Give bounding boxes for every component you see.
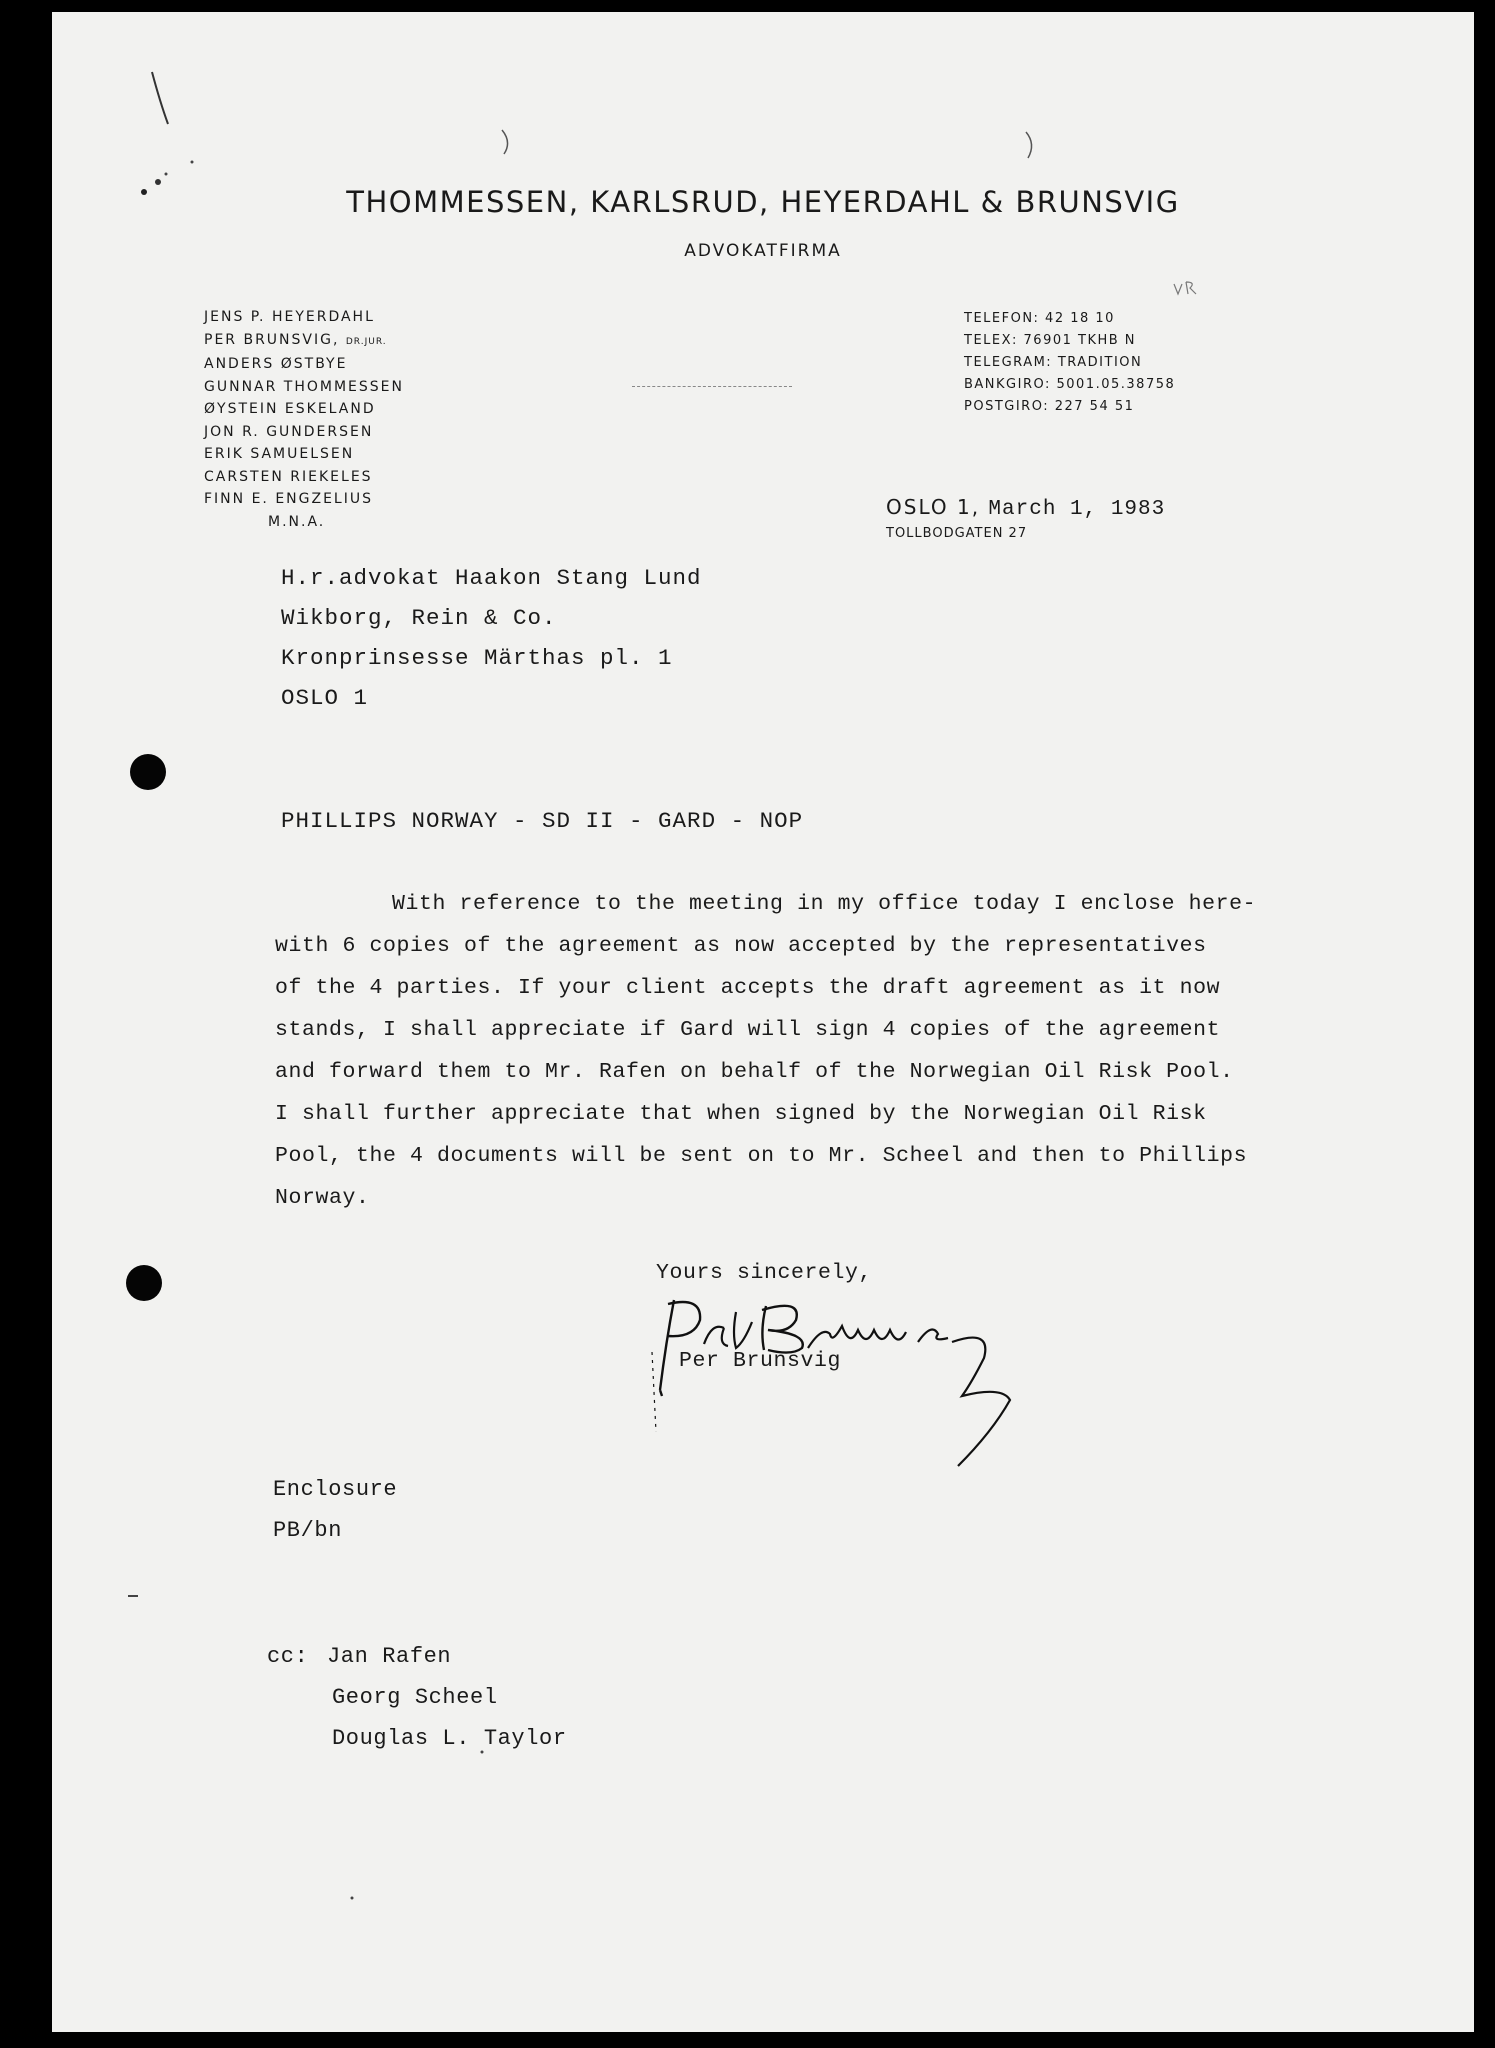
- partner-list: [204, 306, 404, 533]
- address-line: Wikborg, Rein & Co.: [281, 605, 557, 631]
- body-line: and forward them to Mr. Rafen on behalf of the Norwegian Oil Risk Pool.: [275, 1060, 1234, 1084]
- letter-page: [52, 12, 1474, 2032]
- date-city: OSLO 1,: [886, 495, 989, 519]
- partner-name: GUNNAR THOMMESSEN: [204, 378, 404, 395]
- partner-name: CARSTEN RIEKELES: [204, 468, 373, 485]
- partner-membership: M.N.A.: [268, 513, 326, 530]
- firm-name: THOMMESSEN, KARLSRUD, HEYERDAHL & BRUNSVIG: [346, 185, 1180, 219]
- letter-date: March 1, 1983: [988, 498, 1166, 521]
- partner-name: PER BRUNSVIG, DR.JUR.: [204, 331, 387, 348]
- partner-name: JON R. GUNDERSEN: [204, 423, 374, 440]
- partner-title: DR.JUR.: [345, 336, 387, 347]
- signer-name: Per Brunsvig: [679, 1349, 842, 1373]
- contact-line: BANKGIRO: 5001.05.38758: [964, 377, 1176, 392]
- contact-line: POSTGIRO: 227 54 51: [964, 399, 1135, 414]
- enclosure-block: [273, 1469, 397, 1551]
- firm-type: ADVOKATFIRMA: [684, 241, 842, 261]
- cc-label: cc:: [267, 1644, 309, 1669]
- cc-recipient: Douglas L. Taylor: [332, 1726, 567, 1751]
- body-line: of the 4 parties. If your client accepts the draft agreement as it now: [275, 976, 1221, 1000]
- body-line: With reference to the meeting in my office today I enclose here-: [392, 892, 1257, 916]
- partner-name: ØYSTEIN ESKELAND: [204, 401, 376, 417]
- cc-recipient: Georg Scheel: [332, 1685, 498, 1710]
- dateline: [886, 495, 1165, 521]
- body-line: with 6 copies of the agreement as now accepted by the representatives: [275, 934, 1207, 958]
- partner-name: ANDERS ØSTBYE: [204, 356, 348, 372]
- reference-initials: PB/bn: [273, 1518, 343, 1543]
- address-line: OSLO 1: [281, 685, 369, 711]
- partner-name: ERIK SAMUELSEN: [204, 446, 355, 462]
- partner-name: FINN E. ENGZELIUS: [204, 491, 373, 507]
- body-line: Pool, the 4 documents will be sent on to Mr. Scheel and then to Phillips: [275, 1144, 1248, 1168]
- body-line: Norway.: [275, 1186, 370, 1210]
- enclosure-label: Enclosure: [273, 1477, 398, 1502]
- recipient-address: [281, 558, 702, 718]
- cc-recipient: Jan Rafen: [327, 1644, 452, 1669]
- contact-line: TELEX: 76901 TKHB N: [964, 333, 1137, 348]
- address-line: H.r.advokat Haakon Stang Lund: [281, 565, 702, 591]
- cc-list: [267, 1636, 567, 1759]
- body-line: stands, I shall appreciate if Gard will sign 4 copies of the agreement: [275, 1018, 1221, 1042]
- street-address: TOLLBODGATEN 27: [886, 526, 1028, 541]
- letter-body: [275, 883, 1405, 1219]
- subject-line: PHILLIPS NORWAY - SD II - GARD - NOP: [281, 808, 804, 834]
- partner-name: JENS P. HEYERDAHL: [204, 309, 375, 325]
- divider: [632, 386, 792, 387]
- contact-block: [964, 308, 1175, 418]
- closing: Yours sincerely,: [656, 1261, 873, 1285]
- contact-line: TELEFON: 42 18 10: [964, 311, 1115, 326]
- handwritten-signature: [632, 1282, 1212, 1482]
- body-line: I shall further appreciate that when signed by the Norwegian Oil Risk: [275, 1102, 1207, 1126]
- contact-line: TELEGRAM: TRADITION: [964, 355, 1143, 370]
- cc-line: [267, 1636, 567, 1677]
- address-line: Kronprinsesse Märthas pl. 1: [281, 645, 673, 671]
